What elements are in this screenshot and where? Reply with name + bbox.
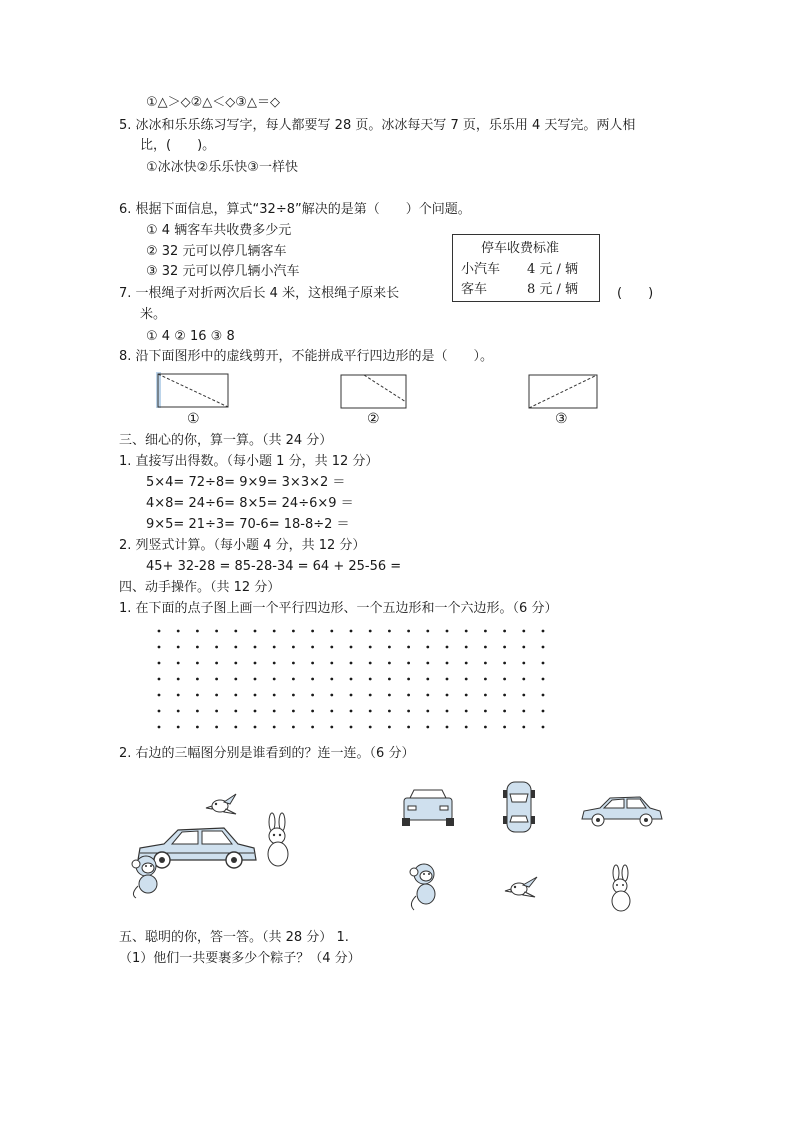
grid-dot[interactable]	[311, 726, 314, 729]
grid-dot[interactable]	[388, 630, 391, 633]
grid-dot[interactable]	[311, 710, 314, 713]
grid-dot[interactable]	[292, 662, 295, 665]
section4-title: 四、动手操作。（共 12 分）	[119, 580, 281, 595]
grid-dot[interactable]	[273, 726, 276, 729]
grid-dot[interactable]	[522, 694, 525, 697]
calc-row-3: 9×5= 21÷3= 70-6= 18-8÷2 ＝	[146, 517, 350, 532]
grid-dot[interactable]	[465, 678, 468, 681]
grid-dot[interactable]	[350, 678, 353, 681]
grid-dot[interactable]	[158, 678, 161, 681]
calc-row-2: 4×8= 24÷6= 8×5= 24÷6×9 ＝	[146, 496, 354, 511]
grid-dot[interactable]	[407, 726, 410, 729]
grid-dot[interactable]	[369, 726, 372, 729]
section3-sub1: 1. 直接写出得数。（每小题 1 分，共 12 分）	[119, 454, 379, 469]
grid-dot[interactable]	[465, 662, 468, 665]
section3-title: 三、细心的你，算一算。（共 24 分）	[119, 433, 333, 448]
monkey-viewer-icon[interactable]	[408, 862, 442, 912]
grid-dot[interactable]	[484, 646, 487, 649]
grid-dot[interactable]	[177, 646, 180, 649]
grid-dot[interactable]	[196, 646, 199, 649]
grid-dot[interactable]	[330, 630, 333, 633]
grid-dot[interactable]	[484, 710, 487, 713]
grid-dot[interactable]	[158, 694, 161, 697]
q8-label-1: ①	[187, 411, 200, 427]
grid-dot[interactable]	[407, 710, 410, 713]
grid-dot[interactable]	[196, 662, 199, 665]
grid-dot[interactable]	[234, 662, 237, 665]
grid-dot[interactable]	[369, 646, 372, 649]
grid-dot[interactable]	[292, 678, 295, 681]
grid-dot[interactable]	[446, 726, 449, 729]
grid-dot[interactable]	[484, 662, 487, 665]
q6-option-1: ① 4 辆客车共收费多少元	[146, 223, 292, 238]
grid-dot[interactable]	[407, 694, 410, 697]
scene-illustration	[130, 788, 310, 898]
q8-figure-3	[528, 374, 600, 410]
grid-dot[interactable]	[407, 630, 410, 633]
grid-dot[interactable]	[542, 726, 545, 729]
grid-dot[interactable]	[273, 662, 276, 665]
grid-dot[interactable]	[215, 662, 218, 665]
grid-dot[interactable]	[273, 630, 276, 633]
grid-dot[interactable]	[426, 630, 429, 633]
grid-dot[interactable]	[177, 662, 180, 665]
grid-dot[interactable]	[273, 646, 276, 649]
grid-dot[interactable]	[465, 726, 468, 729]
grid-dot[interactable]	[158, 662, 161, 665]
car-side-view[interactable]	[580, 795, 664, 831]
fee-row1-name: 小汽车	[461, 262, 501, 277]
q5-stem-line1: 5. 冰冰和乐乐练习写字，每人都要写 28 页。冰冰每天写 7 页，乐乐用 4 天写完。两人相	[119, 118, 636, 133]
grid-dot[interactable]	[426, 726, 429, 729]
q7-answer-paren: ( )	[617, 286, 654, 301]
grid-dot[interactable]	[273, 678, 276, 681]
grid-dot[interactable]	[311, 678, 314, 681]
grid-dot[interactable]	[465, 694, 468, 697]
grid-dot[interactable]	[350, 630, 353, 633]
q8-figure-1	[156, 372, 230, 410]
grid-dot[interactable]	[254, 646, 257, 649]
grid-dot[interactable]	[503, 646, 506, 649]
grid-dot[interactable]	[465, 710, 468, 713]
grid-dot[interactable]	[215, 710, 218, 713]
grid-dot[interactable]	[273, 694, 276, 697]
grid-dot[interactable]	[234, 646, 237, 649]
grid-dot[interactable]	[542, 630, 545, 633]
grid-dot[interactable]	[254, 710, 257, 713]
grid-dot[interactable]	[522, 726, 525, 729]
grid-dot[interactable]	[484, 726, 487, 729]
grid-dot[interactable]	[292, 726, 295, 729]
grid-dot[interactable]	[292, 646, 295, 649]
grid-dot[interactable]	[292, 710, 295, 713]
grid-dot[interactable]	[196, 726, 199, 729]
grid-dot[interactable]	[407, 662, 410, 665]
grid-dot[interactable]	[484, 694, 487, 697]
calc-row-1: 5×4= 72÷8= 9×9= 3×3×2 ＝	[146, 475, 346, 490]
grid-dot[interactable]	[330, 694, 333, 697]
car-top-view[interactable]	[503, 780, 535, 834]
grid-dot[interactable]	[407, 646, 410, 649]
grid-dot[interactable]	[484, 630, 487, 633]
q7-unit: 米。	[140, 307, 167, 322]
grid-dot[interactable]	[177, 710, 180, 713]
q6-stem: 6. 根据下面信息，算式“32÷8”解决的是第（ ）个问题。	[119, 202, 471, 217]
grid-dot[interactable]	[330, 710, 333, 713]
grid-dot[interactable]	[330, 662, 333, 665]
grid-dot[interactable]	[158, 630, 161, 633]
section4-q2: 2. 右边的三幅图分别是谁看到的？连一连。（6 分）	[119, 746, 415, 761]
grid-dot[interactable]	[234, 694, 237, 697]
grid-dot[interactable]	[503, 710, 506, 713]
grid-dot[interactable]	[446, 662, 449, 665]
grid-dot[interactable]	[234, 678, 237, 681]
section4-q1: 1. 在下面的点子图上画一个平行四边形、一个五边形和一个六边形。（6 分）	[119, 601, 558, 616]
grid-dot[interactable]	[330, 726, 333, 729]
grid-dot[interactable]	[407, 678, 410, 681]
grid-dot[interactable]	[522, 662, 525, 665]
fee-row1-price: 4 元 / 辆	[527, 262, 579, 277]
grid-dot[interactable]	[369, 710, 372, 713]
grid-dot[interactable]	[426, 646, 429, 649]
grid-dot[interactable]	[522, 630, 525, 633]
dot-grid[interactable]	[155, 625, 555, 735]
grid-dot[interactable]	[522, 678, 525, 681]
grid-dot[interactable]	[522, 646, 525, 649]
rabbit-icon	[268, 813, 288, 866]
grid-dot[interactable]	[369, 662, 372, 665]
grid-dot[interactable]	[330, 646, 333, 649]
grid-dot[interactable]	[254, 678, 257, 681]
section5-title: 五、聪明的你，答一答。（共 28 分） 1.	[119, 930, 349, 945]
grid-dot[interactable]	[388, 710, 391, 713]
q8-label-2: ②	[367, 411, 380, 427]
grid-dot[interactable]	[234, 710, 237, 713]
grid-dot[interactable]	[369, 630, 372, 633]
grid-dot[interactable]	[215, 694, 218, 697]
fee-row2-price: 8 元 / 辆	[527, 282, 579, 297]
calc-row-4: 45+ 32-28 = 85-28-34 = 64 + 25-56 =	[146, 559, 402, 574]
grid-dot[interactable]	[503, 662, 506, 665]
q4-options: ①△＞◇②△＜◇③△＝◇	[146, 95, 280, 110]
q8-label-3: ③	[555, 411, 568, 427]
grid-dot[interactable]	[158, 710, 161, 713]
q5-stem-line2: 比，( )。	[140, 138, 216, 153]
q7-options: ① 4 ② 16 ③ 8	[146, 329, 235, 344]
grid-dot[interactable]	[446, 646, 449, 649]
grid-dot[interactable]	[350, 662, 353, 665]
grid-dot[interactable]	[542, 678, 545, 681]
grid-dot[interactable]	[330, 678, 333, 681]
grid-dot[interactable]	[311, 662, 314, 665]
q8-stem: 8. 沿下面图形中的虚线剪开，不能拼成平行四边形的是（ ）。	[119, 349, 494, 364]
grid-dot[interactable]	[388, 678, 391, 681]
grid-dot[interactable]	[446, 630, 449, 633]
grid-dot[interactable]	[254, 630, 257, 633]
grid-dot[interactable]	[503, 726, 506, 729]
grid-dot[interactable]	[388, 694, 391, 697]
grid-dot[interactable]	[350, 694, 353, 697]
q6-option-2: ② 32 元可以停几辆客车	[146, 244, 287, 259]
grid-dot[interactable]	[177, 630, 180, 633]
grid-dot[interactable]	[311, 694, 314, 697]
car-front-view[interactable]	[400, 788, 456, 828]
grid-dot[interactable]	[542, 694, 545, 697]
rabbit-viewer-icon[interactable]	[606, 866, 636, 912]
parking-fee-table	[452, 234, 600, 302]
grid-dot[interactable]	[350, 726, 353, 729]
bird-viewer-icon[interactable]	[505, 875, 539, 899]
grid-dot[interactable]	[503, 630, 506, 633]
grid-dot[interactable]	[446, 678, 449, 681]
grid-dot[interactable]	[254, 694, 257, 697]
grid-dot[interactable]	[542, 646, 545, 649]
grid-dot[interactable]	[388, 726, 391, 729]
section5-q1: （1）他们一共要裹多少个粽子？（4 分）	[119, 951, 361, 966]
grid-dot[interactable]	[158, 646, 161, 649]
grid-dot[interactable]	[522, 710, 525, 713]
grid-dot[interactable]	[311, 646, 314, 649]
grid-dot[interactable]	[215, 630, 218, 633]
grid-dot[interactable]	[254, 662, 257, 665]
grid-dot[interactable]	[465, 630, 468, 633]
grid-dot[interactable]	[215, 726, 218, 729]
grid-dot[interactable]	[369, 694, 372, 697]
grid-dot[interactable]	[503, 678, 506, 681]
grid-dot[interactable]	[273, 710, 276, 713]
fee-table-title: 停车收费标准	[481, 241, 560, 256]
grid-dot[interactable]	[215, 678, 218, 681]
grid-dot[interactable]	[292, 630, 295, 633]
grid-dot[interactable]	[465, 646, 468, 649]
grid-dot[interactable]	[426, 694, 429, 697]
grid-dot[interactable]	[426, 678, 429, 681]
grid-dot[interactable]	[215, 646, 218, 649]
bird-icon	[206, 794, 236, 814]
fee-row2-name: 客车	[461, 282, 488, 297]
grid-dot[interactable]	[350, 710, 353, 713]
grid-dot[interactable]	[350, 646, 353, 649]
grid-dot[interactable]	[177, 678, 180, 681]
grid-dot[interactable]	[426, 662, 429, 665]
grid-dot[interactable]	[369, 678, 372, 681]
grid-dot[interactable]	[196, 694, 199, 697]
grid-dot[interactable]	[158, 726, 161, 729]
grid-dot[interactable]	[234, 630, 237, 633]
grid-dot[interactable]	[542, 710, 545, 713]
grid-dot[interactable]	[254, 726, 257, 729]
grid-dot[interactable]	[484, 678, 487, 681]
grid-dot[interactable]	[446, 710, 449, 713]
monkey-icon	[132, 856, 157, 898]
q7-stem: 7. 一根绳子对折两次后长 4 米，这根绳子原来长	[119, 286, 400, 301]
grid-dot[interactable]	[292, 694, 295, 697]
grid-dot[interactable]	[503, 694, 506, 697]
section3-sub2: 2. 列竖式计算。（每小题 4 分，共 12 分）	[119, 538, 366, 553]
grid-dot[interactable]	[542, 662, 545, 665]
grid-dot[interactable]	[177, 726, 180, 729]
q8-figure-2	[340, 374, 408, 410]
q5-options: ①冰冰快②乐乐快③一样快	[146, 160, 298, 175]
grid-dot[interactable]	[426, 710, 429, 713]
grid-dot[interactable]	[388, 662, 391, 665]
grid-dot[interactable]	[234, 726, 237, 729]
grid-dot[interactable]	[177, 694, 180, 697]
grid-dot[interactable]	[196, 710, 199, 713]
grid-dot[interactable]	[388, 646, 391, 649]
grid-dot[interactable]	[196, 678, 199, 681]
q6-option-3: ③ 32 元可以停几辆小汽车	[146, 264, 300, 279]
grid-dot[interactable]	[311, 630, 314, 633]
grid-dot[interactable]	[446, 694, 449, 697]
grid-dot[interactable]	[196, 630, 199, 633]
